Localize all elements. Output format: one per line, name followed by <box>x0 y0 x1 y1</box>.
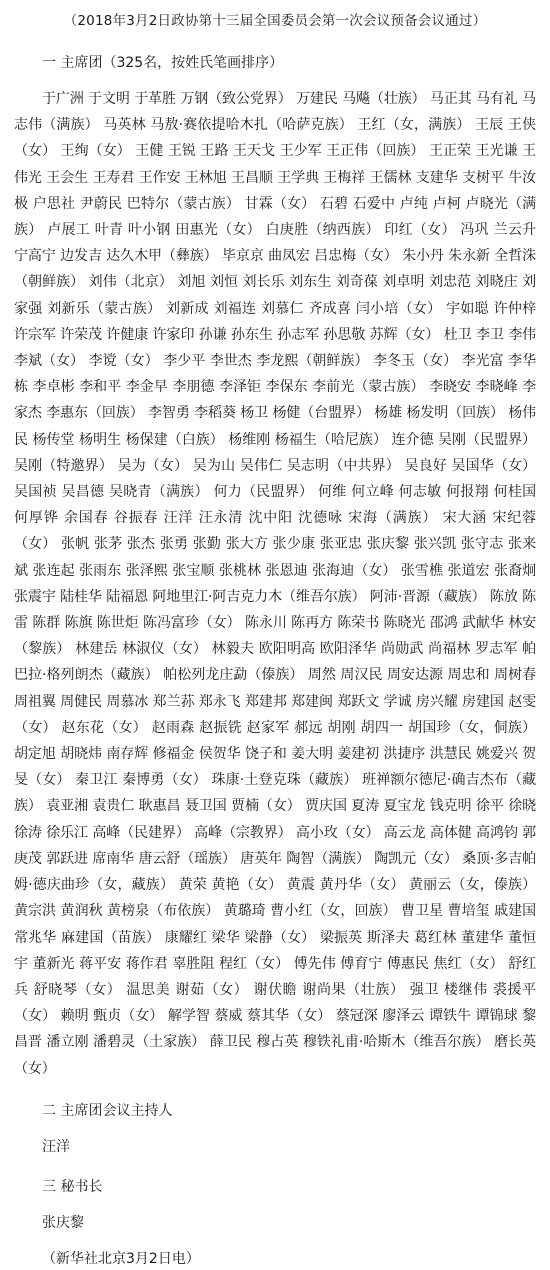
presidium-member-list: 于广洲 于文明 于革胜 万钢（致公党界） 万建民 马飚（壮族） 马正其 马有礼 马志伟（满族） 马英林 马敖·赛依提哈木扎（哈萨克族） 王红（女，满族） 王辰 王侠（女） 王绚（女） 王健 王锐 王路 王天戈 王少军 王正伟（回族） 王正荣 王光谦 王伟光 王会生 王寿君 王作安 王林旭 王昌顺 王学典 王梅祥 王儒林 支建华 支树平 牛汝极 户思社 尹蔚民 巴特尔（蒙古族） 甘霖（女） 石碧 石爱中 卢纯 卢柯 卢晓光（满族） 卢展工 叶青 叶小钢 田惠光（女） 白庚胜（纳西族） 印红（女） 冯巩 兰云升 宁高宁 边发吉 达久木甲（彝族） 毕京京 曲凤宏 吕忠梅（女） 朱小丹 朱永新 全哲洙（朝鲜族） 刘伟（北京） 刘旭 刘恒 刘长乐 刘东生 刘奇葆 刘卓明 刘忠范 刘晓庄 刘家强 刘新乐（蒙古族） 刘新成 刘福连 刘慕仁 齐成喜 闫小培（女） 宇如聪 许仲梓 许宗军 许荣茂 许健康 许家印 孙谦 孙东生 孙志军 孙思敬 苏辉（女） 杜卫 李卫 李伟 李斌（女） 李谠（女） 李少平 李世杰 李龙熙（朝鲜族） 李冬玉（女） 李光富 李华栋 李卓彬 李和平 李金早 李朋德 李泽钜 李保东 李前光（蒙古族） 李晓安 李晓峰 李家杰 李惠东（回族） 李智勇 李稻葵 杨卫 杨健（台盟界） 杨雄 杨发明（回族） 杨伟民 杨传堂 杨明生 杨保建（白族） 杨维刚 杨福生（哈尼族） 连介德 吴刚（民盟界） 吴刚（特邀界） 吴为（女） 吴为山 吴伟仁 吴志明（中共界） 吴良好 吴国华（女） 吴国祯 吴昌德 吴晓青（满族） 何力（民盟界） 何维 何立峰 何志敏 何报翔 何桂国 何厚铧 余国春 谷振春 汪洋 汪永清 沈中阳 沈德咏 宋海（满族） 宋大涵 宋纪蓉（女） 张帆 张茅 张杰 张勇 张勤 张大方 张少康 张亚忠 张庆黎 张兴凯 张守志 张来斌 张连起 张雨东 张泽熙 张宝顺 张桃林 张恩迪 张海迪（女） 张雪樵 张道宏 张裔炯 张震宇 陆桂华 陆福恩 阿地里江·阿吉克力木（维吾尔族） 阿沛·晋源（藏族） 陈放 陈雷 陈群 陈旗 陈世炬 陈冯富珍（女） 陈永川 陈再方 陈荣书 陈晓光 邵鸿 武献华 林安（黎族） 林建岳 林淑仪（女） 林毅夫 欧阳明高 欧阳泽华 尚勋武 尚福林 罗志军 帕巴拉·格列朗杰（藏族） 帕松列龙庄勐（傣族） 周然 周汉民 周安达源 周忠和 周树春 周祖翼 周健民 周慕冰 郑兰荪 郑永飞 郑建邦 郑建闽 郑跃文 学诚 房兴耀 房建国 赵雯（女） 赵东花（女） 赵雨森 赵振铣 赵家军 郝远 胡刚 胡四一 胡国珍（女，侗族） 胡定旭 胡晓炜 南存辉 修福金 侯贺华 饶子和 姜大明 姜建初 洪捷序 洪慧民 姚爱兴 贺旻（女） 秦卫江 秦博勇（女） 珠康·土登克珠（藏族） 班禅额尔德尼·确吉杰布（藏族） 袁亚湘 袁贵仁 耿惠昌 聂卫国 贾楠（女） 贾庆国 夏涛 夏宝龙 钱克明 徐平 徐晓 徐涛 徐乐江 高峰（民建界） 高峰（宗教界） 高小玫（女） 高云龙 高体健 高鸿钧 郭庚茂 郭跃进 席南华 唐云舒（瑶族） 唐英年 陶智（满族） 陶凯元（女） 桑顶·多吉帕姆·德庆曲珍（女，藏族） 黄荣 黄艳（女） 黄震 黄丹华（女） 黄丽云（女，傣族） 黄宗洪 黄润秋 黄榜泉（布依族） 黄璐琦 曹小红（女，回族） 曹卫星 曹培玺 戚建国 常兆华 麻建国（苗族） 康耀红 梁华 梁静（女） 梁振英 斯泽夫 葛红林 董建华 董恒宇 董新光 蒋平安 蒋作君 辜胜阻 程红（女） 傅先伟 傅育宁 傅惠民 焦红（女） 舒红兵 舒晓琴（女） 温思美 谢茹（女） 谢伏瞻 谢尚果（壮族） 强卫 楼继伟 裘援平（女） 赖明 甄贞（女） 解学智 蔡威 蔡其华（女） 蔡冠深 廖泽云 谭铁牛 谭锦球 黎昌晋 潘立刚 潘碧灵（土家族） 薛卫民 穆占英 穆铁礼甫·哈斯木（维吾尔族） 磨长英（女） <box>14 91 536 1077</box>
section-heading-presidium: 一 主席团（325名，按姓氏笔画排序） <box>42 55 284 71</box>
meeting-host-name: 汪洋 <box>42 1138 70 1155</box>
news-credit: （新华社北京3月2日电） <box>42 1250 200 1267</box>
document-subtitle: （2018年3月2日政协第十三届全国委员会第一次会议预备会议通过） <box>63 13 487 29</box>
secretary-general-name: 张庆黎 <box>42 1214 84 1231</box>
section-heading-secretary-general: 三 秘书长 <box>42 1178 103 1195</box>
section-heading-meeting-host: 二 主席团会议主持人 <box>42 1102 173 1119</box>
